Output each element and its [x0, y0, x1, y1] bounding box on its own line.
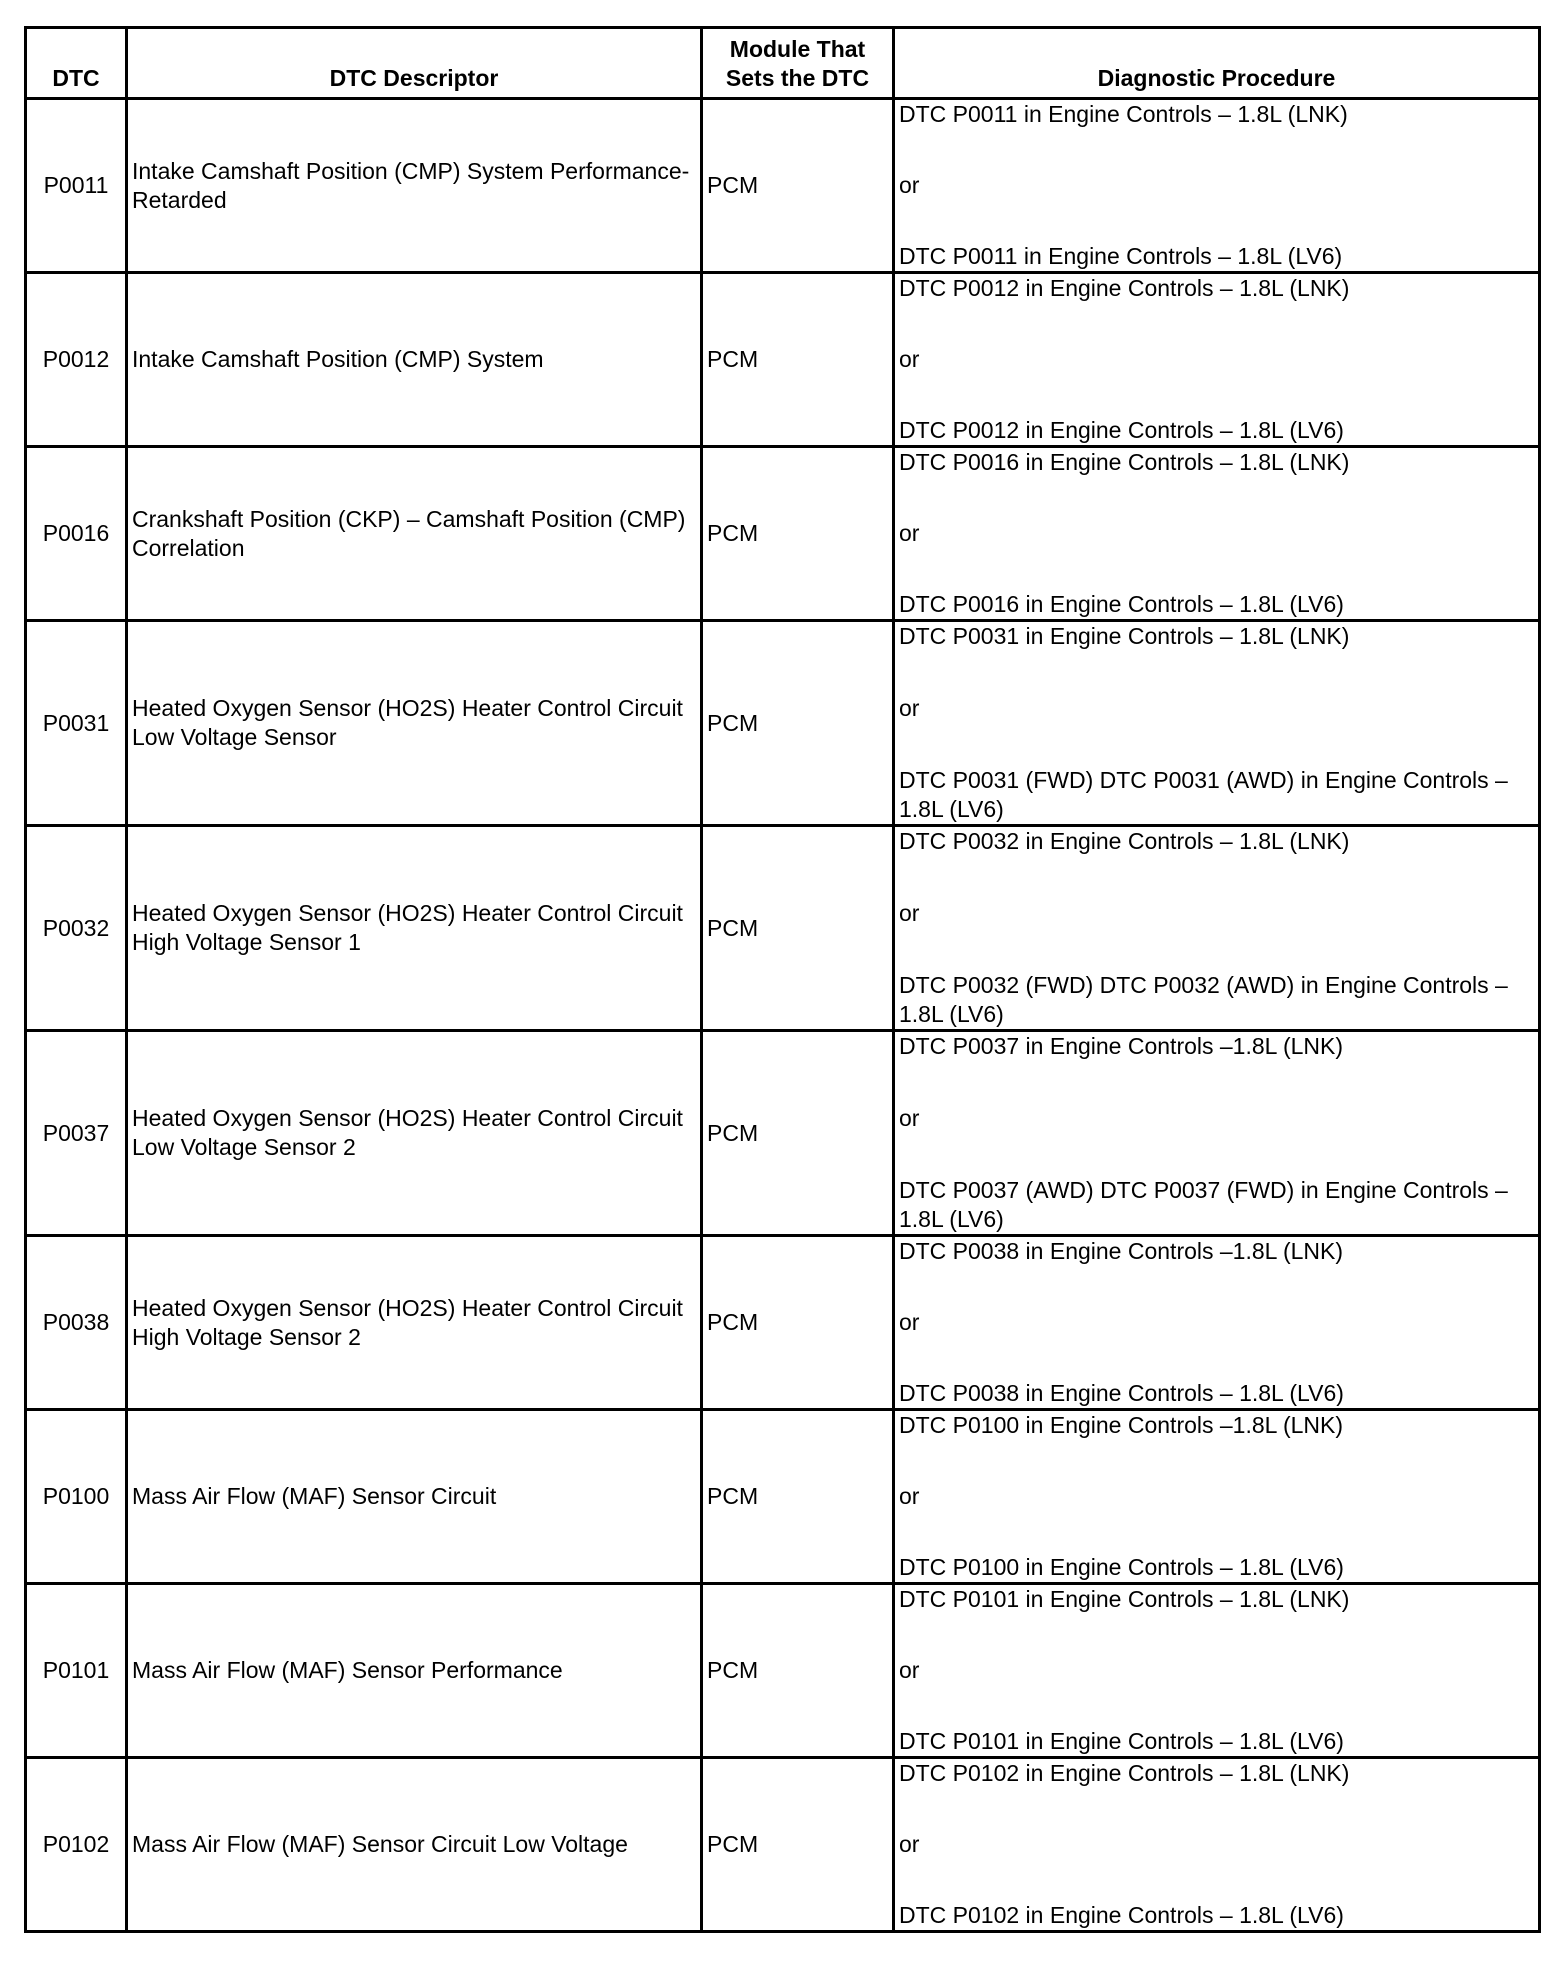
dtc-cell: P0101: [26, 1584, 127, 1758]
header-module-line1: Module That: [729, 36, 866, 62]
procedure-lv6: DTC P0011 in Engine Controls – 1.8L (LV6): [899, 243, 1343, 269]
table-row: [26, 621, 1540, 826]
module-cell: PCM: [702, 447, 894, 621]
descriptor-cell: Heated Oxygen Sensor (HO2S) Heater Control Circuit Low Voltage Sensor: [127, 621, 702, 826]
dtc-cell: P0100: [26, 1410, 127, 1584]
procedure-lnk: DTC P0012 in Engine Controls – 1.8L (LNK): [899, 275, 1350, 301]
procedure-lv6: DTC P0032 (FWD) DTC P0032 (AWD) in Engine Controls – 1.8L (LV6): [899, 972, 1508, 1027]
module-cell: PCM: [702, 1236, 894, 1410]
procedure-cell: [894, 1236, 1540, 1410]
table-row: [26, 1584, 1540, 1758]
dtc-table: [24, 26, 1541, 1933]
procedure-or: or: [899, 346, 920, 372]
procedure-lv6: DTC P0031 (FWD) DTC P0031 (AWD) in Engine Controls – 1.8L (LV6): [899, 767, 1508, 822]
procedure-cell: [894, 1758, 1540, 1932]
dtc-cell: P0012: [26, 273, 127, 447]
procedure-lnk: DTC P0037 in Engine Controls –1.8L (LNK): [899, 1033, 1344, 1059]
procedure-cell: [894, 826, 1540, 1031]
procedure-or: or: [899, 1309, 920, 1335]
module-cell: PCM: [702, 1758, 894, 1932]
table-body: [26, 99, 1540, 1932]
procedure-lnk: DTC P0102 in Engine Controls – 1.8L (LNK): [899, 1760, 1350, 1786]
table-row: [26, 273, 1540, 447]
table-row: [26, 826, 1540, 1031]
table-row: [26, 1758, 1540, 1932]
descriptor-cell: Heated Oxygen Sensor (HO2S) Heater Control Circuit High Voltage Sensor 2: [127, 1236, 702, 1410]
table-header: [26, 28, 1540, 99]
procedure-lnk: DTC P0038 in Engine Controls –1.8L (LNK): [899, 1238, 1344, 1264]
procedure-cell: [894, 621, 1540, 826]
procedure-or: or: [899, 695, 920, 721]
module-cell: PCM: [702, 273, 894, 447]
descriptor-cell: Crankshaft Position (CKP) – Camshaft Position (CMP) Correlation: [127, 447, 702, 621]
header-module-line2: Sets the DTC: [725, 65, 870, 91]
header-row: [26, 28, 1540, 99]
procedure-or: or: [899, 172, 920, 198]
procedure-lv6: DTC P0101 in Engine Controls – 1.8L (LV6): [899, 1728, 1344, 1754]
procedure-cell: [894, 447, 1540, 621]
header-descriptor: DTC Descriptor: [127, 28, 702, 99]
dtc-cell: P0037: [26, 1031, 127, 1236]
module-cell: PCM: [702, 621, 894, 826]
procedure-lnk: DTC P0101 in Engine Controls – 1.8L (LNK): [899, 1586, 1350, 1612]
table-row: [26, 1031, 1540, 1236]
header-procedure: Diagnostic Procedure: [894, 28, 1540, 99]
procedure-cell: [894, 99, 1540, 273]
procedure-or: or: [899, 1831, 920, 1857]
header-module: [702, 28, 894, 99]
dtc-cell: P0016: [26, 447, 127, 621]
procedure-lnk: DTC P0032 in Engine Controls – 1.8L (LNK): [899, 828, 1350, 854]
module-cell: PCM: [702, 826, 894, 1031]
procedure-lv6: DTC P0016 in Engine Controls – 1.8L (LV6): [899, 591, 1344, 617]
descriptor-cell: Intake Camshaft Position (CMP) System: [127, 273, 702, 447]
procedure-lnk: DTC P0031 in Engine Controls – 1.8L (LNK): [899, 623, 1350, 649]
module-cell: PCM: [702, 99, 894, 273]
procedure-lv6: DTC P0100 in Engine Controls – 1.8L (LV6): [899, 1554, 1344, 1580]
procedure-or: or: [899, 900, 920, 926]
dtc-cell: P0102: [26, 1758, 127, 1932]
module-cell: PCM: [702, 1584, 894, 1758]
dtc-cell: P0032: [26, 826, 127, 1031]
procedure-cell: [894, 1410, 1540, 1584]
module-cell: PCM: [702, 1031, 894, 1236]
table-row: [26, 1410, 1540, 1584]
dtc-cell: P0038: [26, 1236, 127, 1410]
procedure-cell: [894, 1584, 1540, 1758]
dtc-cell: P0011: [26, 99, 127, 273]
procedure-lv6: DTC P0102 in Engine Controls – 1.8L (LV6): [899, 1902, 1344, 1928]
procedure-lnk: DTC P0016 in Engine Controls – 1.8L (LNK): [899, 449, 1350, 475]
procedure-lv6: DTC P0038 in Engine Controls – 1.8L (LV6): [899, 1380, 1344, 1406]
dtc-cell: P0031: [26, 621, 127, 826]
procedure-or: or: [899, 1483, 920, 1509]
table-row: [26, 1236, 1540, 1410]
procedure-or: or: [899, 1657, 920, 1683]
procedure-cell: [894, 1031, 1540, 1236]
descriptor-cell: Heated Oxygen Sensor (HO2S) Heater Control Circuit High Voltage Sensor 1: [127, 826, 702, 1031]
table-row: [26, 99, 1540, 273]
table-row: [26, 447, 1540, 621]
descriptor-cell: Mass Air Flow (MAF) Sensor Circuit Low Voltage: [127, 1758, 702, 1932]
descriptor-cell: Heated Oxygen Sensor (HO2S) Heater Control Circuit Low Voltage Sensor 2: [127, 1031, 702, 1236]
descriptor-cell: Intake Camshaft Position (CMP) System Performance-Retarded: [127, 99, 702, 273]
procedure-lnk: DTC P0100 in Engine Controls –1.8L (LNK): [899, 1412, 1344, 1438]
procedure-lv6: DTC P0012 in Engine Controls – 1.8L (LV6): [899, 417, 1344, 443]
procedure-or: or: [899, 520, 920, 546]
procedure-lv6: DTC P0037 (AWD) DTC P0037 (FWD) in Engine Controls – 1.8L (LV6): [899, 1177, 1508, 1232]
module-cell: PCM: [702, 1410, 894, 1584]
descriptor-cell: Mass Air Flow (MAF) Sensor Performance: [127, 1584, 702, 1758]
procedure-or: or: [899, 1105, 920, 1131]
header-dtc: DTC: [26, 28, 127, 99]
procedure-lnk: DTC P0011 in Engine Controls – 1.8L (LNK): [899, 101, 1348, 127]
descriptor-cell: Mass Air Flow (MAF) Sensor Circuit: [127, 1410, 702, 1584]
procedure-cell: [894, 273, 1540, 447]
